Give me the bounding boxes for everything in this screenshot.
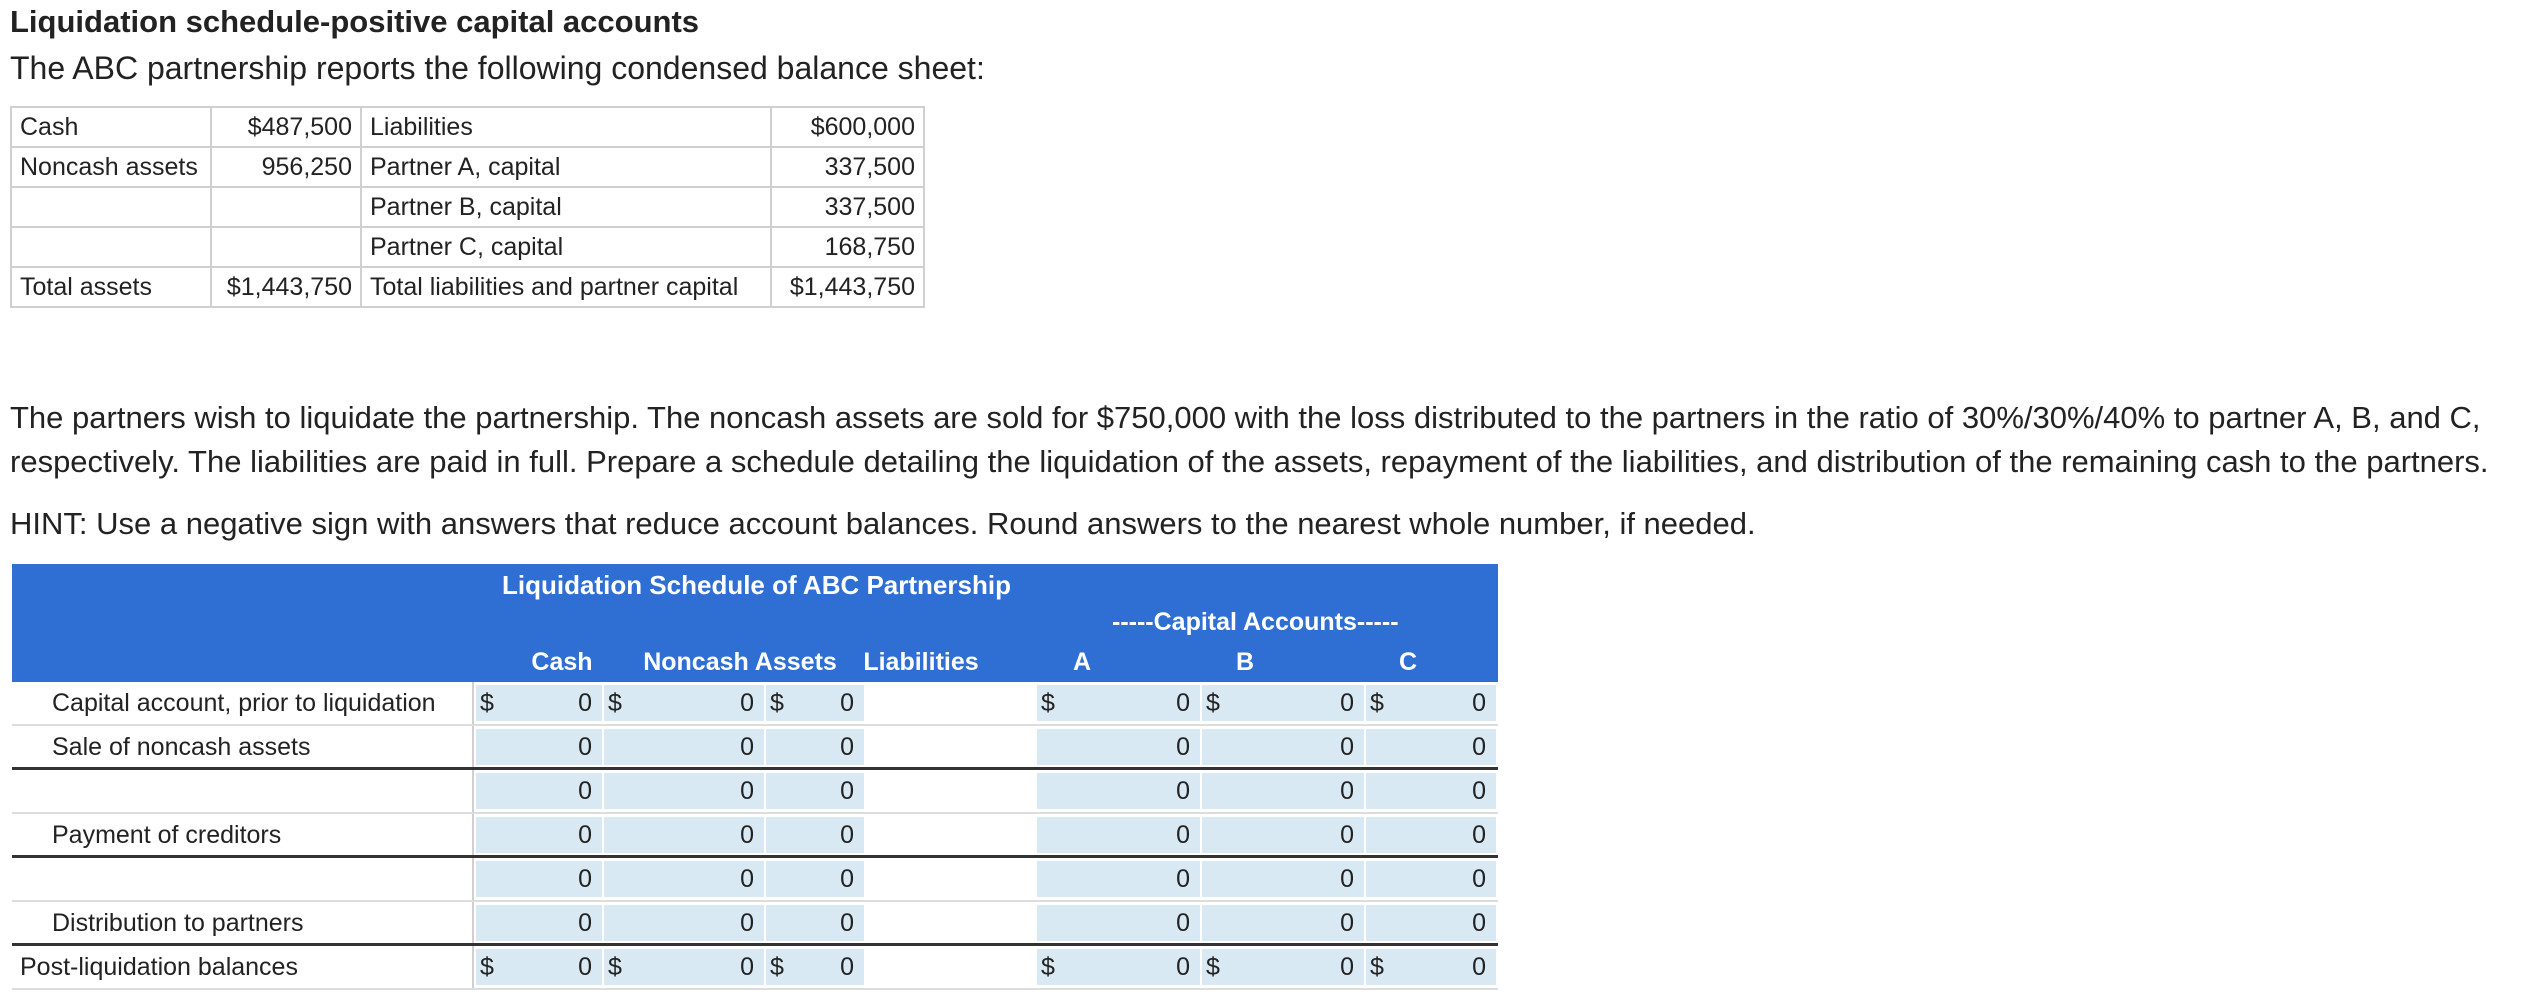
problem-title: Liquidation schedule-positive capital accounts: [10, 4, 700, 39]
schedule-input-b[interactable]: [1202, 685, 1364, 721]
schedule-cell-value: 0: [1340, 865, 1354, 893]
schedule-input-liabilities[interactable]: [766, 817, 864, 853]
bs-label: [11, 227, 211, 267]
schedule-cell-value: 0: [840, 953, 854, 981]
problem-subtitle: The ABC partnership reports the following condensed balance sheet:: [10, 50, 985, 86]
schedule-input-c[interactable]: [1366, 861, 1496, 897]
schedule-input-noncash-assets[interactable]: [604, 949, 764, 985]
schedule-cell-value: 0: [1472, 865, 1486, 893]
paragraph-line: respectively. The liabilities are paid in full. Prepare a schedule detailing the liquidation of the assets, repayment of the liabilities, and distribution of the remaining cash to the partners.: [10, 444, 2489, 479]
currency-symbol: $: [1206, 689, 1220, 717]
schedule-cell-value: 0: [1472, 953, 1486, 981]
schedule-row: [12, 770, 1498, 814]
schedule-input-cash[interactable]: [476, 949, 602, 985]
schedule-input-cash[interactable]: [476, 685, 602, 721]
schedule-cell-value: 0: [1340, 733, 1354, 761]
schedule-row-label: Capital account, prior to liquidation: [12, 682, 474, 724]
schedule-input-noncash-assets[interactable]: [604, 685, 764, 721]
currency-symbol: $: [608, 953, 622, 981]
balance-sheet-table: [10, 106, 925, 308]
schedule-row: [12, 814, 1498, 858]
bs-value2: 337,500: [771, 147, 924, 187]
schedule-cell-value: 0: [1340, 821, 1354, 849]
schedule-cell-value: 0: [740, 777, 754, 805]
schedule-row-label: Distribution to partners: [12, 902, 474, 943]
schedule-cell-value: 0: [840, 909, 854, 937]
schedule-input-a[interactable]: [1037, 817, 1200, 853]
schedule-input-cash[interactable]: [476, 817, 602, 853]
schedule-cell-value: 0: [740, 865, 754, 893]
bs-label2: Partner B, capital: [361, 187, 771, 227]
schedule-cell-value: 0: [1340, 909, 1354, 937]
col-header-a: A: [1072, 648, 1092, 676]
schedule-cell-value: 0: [740, 733, 754, 761]
schedule-cell-value: 0: [740, 953, 754, 981]
bs-value: $1,443,750: [211, 267, 361, 307]
schedule-row-label: [12, 770, 474, 812]
schedule-input-noncash-assets[interactable]: [604, 861, 764, 897]
bs-label2: Partner C, capital: [361, 227, 771, 267]
schedule-row: [12, 682, 1498, 726]
currency-symbol: $: [1370, 689, 1384, 717]
bs-value: 956,250: [211, 147, 361, 187]
schedule-cell-value: 0: [1340, 689, 1354, 717]
schedule-cell-value: 0: [840, 821, 854, 849]
schedule-cell-value: 0: [840, 865, 854, 893]
schedule-input-c[interactable]: [1366, 905, 1496, 941]
schedule-row-label: Post-liquidation balances: [12, 946, 474, 988]
schedule-cell-value: 0: [578, 865, 592, 893]
col-header-c: C: [1398, 648, 1418, 676]
schedule-input-b[interactable]: [1202, 949, 1364, 985]
schedule-cell-value: 0: [1472, 733, 1486, 761]
schedule-input-a[interactable]: [1037, 905, 1200, 941]
schedule-cell-value: 0: [1340, 953, 1354, 981]
schedule-cell-value: 0: [1176, 865, 1190, 893]
bs-value2: $1,443,750: [771, 267, 924, 307]
schedule-input-b[interactable]: [1202, 773, 1364, 809]
bs-value2: 337,500: [771, 187, 924, 227]
schedule-cell-value: 0: [1176, 733, 1190, 761]
schedule-cell-value: 0: [740, 909, 754, 937]
currency-symbol: $: [608, 689, 622, 717]
balance-sheet-row: [11, 267, 924, 307]
schedule-row: [12, 946, 1498, 990]
schedule-input-cash[interactable]: [476, 773, 602, 809]
schedule-input-cash[interactable]: [476, 905, 602, 941]
schedule-cell-value: 0: [578, 953, 592, 981]
schedule-input-a[interactable]: [1037, 729, 1200, 765]
currency-symbol: $: [480, 689, 494, 717]
bs-label2: Partner A, capital: [361, 147, 771, 187]
schedule-header: [12, 564, 1498, 682]
liquidation-schedule: [12, 564, 1498, 996]
currency-symbol: $: [770, 953, 784, 981]
bs-label: Noncash assets: [11, 147, 211, 187]
schedule-input-liabilities[interactable]: [766, 685, 864, 721]
schedule-input-b[interactable]: [1202, 861, 1364, 897]
schedule-cell-value: 0: [1176, 689, 1190, 717]
problem-paragraph: [10, 396, 2546, 484]
schedule-input-liabilities[interactable]: [766, 773, 864, 809]
schedule-title: Liquidation Schedule of ABC Partnership: [502, 570, 1011, 600]
schedule-row-label: Payment of creditors: [12, 814, 474, 855]
schedule-input-noncash-assets[interactable]: [604, 773, 764, 809]
schedule-cell-value: 0: [578, 909, 592, 937]
schedule-input-c[interactable]: [1366, 773, 1496, 809]
col-header-cash: Cash: [531, 648, 593, 676]
schedule-row-label: Sale of noncash assets: [12, 726, 474, 767]
schedule-row: [12, 726, 1498, 770]
schedule-input-b[interactable]: [1202, 817, 1364, 853]
schedule-cell-value: 0: [578, 733, 592, 761]
schedule-input-c[interactable]: [1366, 729, 1496, 765]
bs-value: [211, 227, 361, 267]
balance-sheet-row: [11, 107, 924, 147]
hint-text: HINT: Use a negative sign with answers that reduce account balances. Round answers to the nearest whole number, if needed.: [10, 506, 1756, 541]
schedule-cell-value: 0: [1176, 777, 1190, 805]
schedule-input-a[interactable]: [1037, 773, 1200, 809]
bs-label2: Total liabilities and partner capital: [361, 267, 771, 307]
bs-value2: 168,750: [771, 227, 924, 267]
schedule-cell-value: 0: [1340, 777, 1354, 805]
currency-symbol: $: [1370, 953, 1384, 981]
schedule-input-cash[interactable]: [476, 729, 602, 765]
bs-value2: $600,000: [771, 107, 924, 147]
schedule-cell-value: 0: [1472, 777, 1486, 805]
schedule-input-liabilities[interactable]: [766, 729, 864, 765]
schedule-input-noncash-assets[interactable]: [604, 729, 764, 765]
schedule-input-cash[interactable]: [476, 861, 602, 897]
schedule-cell-value: 0: [1176, 953, 1190, 981]
schedule-input-liabilities[interactable]: [766, 861, 864, 897]
schedule-cell-value: 0: [840, 777, 854, 805]
schedule-input-noncash-assets[interactable]: [604, 817, 764, 853]
schedule-input-b[interactable]: [1202, 905, 1364, 941]
schedule-input-a[interactable]: [1037, 949, 1200, 985]
schedule-input-c[interactable]: [1366, 817, 1496, 853]
bs-value: [211, 187, 361, 227]
bs-label: Total assets: [11, 267, 211, 307]
schedule-cell-value: 0: [1472, 909, 1486, 937]
schedule-row-label: [12, 858, 474, 900]
schedule-input-a[interactable]: [1037, 685, 1200, 721]
schedule-cell-value: 0: [578, 777, 592, 805]
currency-symbol: $: [1206, 953, 1220, 981]
schedule-cell-value: 0: [578, 821, 592, 849]
schedule-input-liabilities[interactable]: [766, 905, 864, 941]
schedule-input-a[interactable]: [1037, 861, 1200, 897]
schedule-row: [12, 858, 1498, 902]
schedule-row: [12, 902, 1498, 946]
paragraph-line: The partners wish to liquidate the partnership. The noncash assets are sold for $750,000 with the loss distributed to the partners in the ratio of 30%/30%/40% to partner A, B, and C,: [10, 400, 2481, 435]
bs-label2: Liabilities: [361, 107, 771, 147]
bs-label: [11, 187, 211, 227]
balance-sheet-row: [11, 187, 924, 227]
schedule-cell-value: 0: [740, 689, 754, 717]
schedule-input-liabilities[interactable]: [766, 949, 864, 985]
schedule-cell-value: 0: [578, 689, 592, 717]
bs-label: Cash: [11, 107, 211, 147]
balance-sheet-row: [11, 147, 924, 187]
schedule-cell-value: 0: [840, 689, 854, 717]
currency-symbol: $: [770, 689, 784, 717]
schedule-input-c[interactable]: [1366, 685, 1496, 721]
schedule-cell-value: 0: [1176, 909, 1190, 937]
schedule-input-c[interactable]: [1366, 949, 1496, 985]
schedule-cell-value: 0: [1176, 821, 1190, 849]
schedule-input-b[interactable]: [1202, 729, 1364, 765]
schedule-input-noncash-assets[interactable]: [604, 905, 764, 941]
bs-value: $487,500: [211, 107, 361, 147]
currency-symbol: $: [1041, 689, 1055, 717]
balance-sheet-row: [11, 227, 924, 267]
capital-accounts-header: -----Capital Accounts-----: [1112, 608, 1399, 636]
col-header-b: B: [1235, 648, 1255, 676]
schedule-cell-value: 0: [840, 733, 854, 761]
schedule-cell-value: 0: [1472, 821, 1486, 849]
currency-symbol: $: [480, 953, 494, 981]
col-header-noncash: Noncash Assets: [643, 648, 837, 676]
schedule-cell-value: 0: [1472, 689, 1486, 717]
col-header-liabilities: Liabilities: [863, 648, 979, 676]
schedule-cell-value: 0: [740, 821, 754, 849]
currency-symbol: $: [1041, 953, 1055, 981]
